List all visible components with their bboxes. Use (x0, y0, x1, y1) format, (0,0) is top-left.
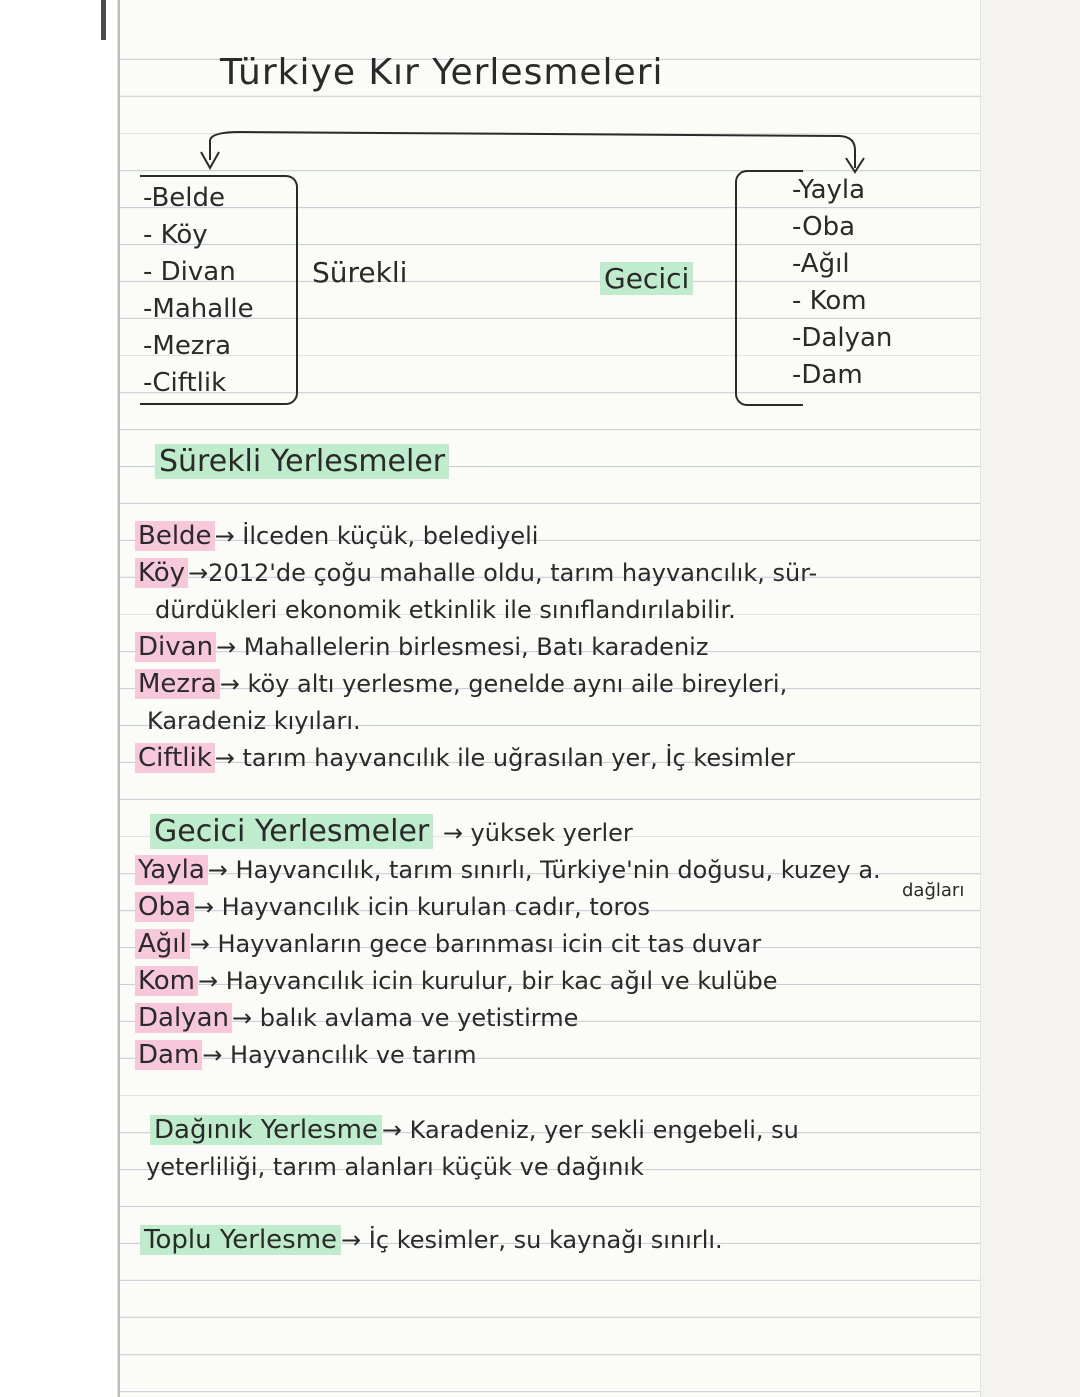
definition-text: → Hayvancılık icin kurulan cadır, toros (193, 893, 651, 921)
daginik-block (146, 1112, 799, 1186)
daginik-text: → Karadeniz, yer sekli engebeli, su (381, 1116, 799, 1144)
definition-term: Mezra (135, 669, 220, 699)
definition-line (135, 703, 817, 740)
list-item: -Ciftlik (143, 368, 227, 398)
definition-term: Oba (135, 892, 194, 922)
daginik-term: Dağınık Yerlesme (150, 1115, 382, 1145)
definition-line (135, 666, 817, 703)
definition-text: → Hayvancılık icin kurulur, bir kac ağıl ve kulübe (198, 967, 778, 995)
list-item: -Mahalle (143, 294, 254, 324)
definition-line (135, 926, 881, 963)
list-item: -Belde (143, 183, 226, 213)
definition-text: → tarım hayvancılık ile uğrasılan yer, İç kesimler (214, 744, 795, 772)
left-group-label-text: Sürekli (312, 256, 408, 289)
left-group-label (312, 256, 407, 289)
definition-line (135, 629, 817, 666)
list-item: -Oba (792, 212, 856, 242)
definition-line (135, 1000, 881, 1037)
definition-line (135, 592, 817, 629)
definition-line (135, 555, 817, 592)
definition-line (135, 740, 817, 777)
list-item: -Mezra (143, 331, 232, 361)
definition-text: → balık avlama ve yetistirme (231, 1004, 579, 1032)
list-item: - Köy (143, 220, 208, 250)
definition-text: dürdükleri ekonomik etkinlik ile sınıflandırılabilir. (155, 596, 736, 624)
list-item: -Dalyan (792, 323, 893, 353)
definition-line (135, 1037, 881, 1074)
definition-term: Belde (135, 521, 215, 551)
list-item: - Divan (143, 257, 236, 287)
definition-line (135, 889, 881, 926)
gecici-heading (150, 814, 633, 849)
title-arrows (0, 0, 1080, 200)
side-note: dağları (902, 880, 965, 901)
definition-term: Kom (135, 966, 198, 996)
right-group-label (600, 262, 693, 295)
surekli-heading-text: Sürekli Yerlesmeler (155, 444, 449, 479)
page-title: Türkiye Kır Yerlesmeleri (220, 52, 664, 93)
title-connector-line (210, 132, 855, 168)
definition-term: Ciftlik (135, 743, 215, 773)
definition-term: Ağıl (135, 929, 190, 959)
daginik-text-2: yeterliliği, tarım alanları küçük ve dağınık (146, 1153, 644, 1181)
gecici-definitions (135, 852, 881, 1074)
definition-term: Divan (135, 632, 216, 662)
definition-text: → İlceden küçük, belediyeli (214, 522, 539, 550)
list-item: - Kom (792, 286, 867, 316)
list-item: -Ağıl (792, 249, 850, 279)
definition-term: Dalyan (135, 1003, 232, 1033)
definition-text: →2012'de çoğu mahalle oldu, tarım hayvancılık, sür- (188, 559, 818, 587)
definition-text: → Hayvanların gece barınması icin cit tas duvar (189, 930, 762, 958)
surekli-definitions (135, 518, 817, 777)
list-item: -Dam (792, 360, 863, 390)
right-list (792, 172, 892, 394)
gecici-note: → yüksek yerler (442, 819, 633, 847)
definition-text: → Mahallelerin birlesmesi, Batı karadeniz (216, 633, 709, 661)
definition-line (135, 963, 881, 1000)
scan-margin (0, 0, 118, 1397)
definition-term: Köy (135, 558, 188, 588)
toplu-term: Toplu Yerlesme (140, 1225, 341, 1255)
toplu-block (140, 1222, 723, 1259)
definition-text: → Hayvancılık, tarım sınırlı, Türkiye'nin doğusu, kuzey a. (207, 856, 881, 884)
gecici-heading-text: Gecici Yerlesmeler (150, 814, 433, 849)
definition-text: Karadeniz kıyıları. (147, 707, 361, 735)
definition-line (135, 852, 881, 889)
list-item: -Yayla (792, 175, 866, 205)
definition-line (135, 518, 817, 555)
daginik-line (146, 1149, 799, 1186)
daginik-line (150, 1112, 799, 1149)
right-group-label-text: Gecici (600, 262, 693, 295)
definition-text: → Hayvancılık ve tarım (202, 1041, 477, 1069)
left-list (143, 180, 254, 402)
definition-term: Dam (135, 1040, 202, 1070)
definition-text: → köy altı yerlesme, genelde aynı aile bireyleri, (219, 670, 788, 698)
surekli-heading (155, 444, 449, 479)
toplu-text: → İç kesimler, su kaynağı sınırlı. (341, 1226, 723, 1254)
definition-term: Yayla (135, 855, 208, 885)
